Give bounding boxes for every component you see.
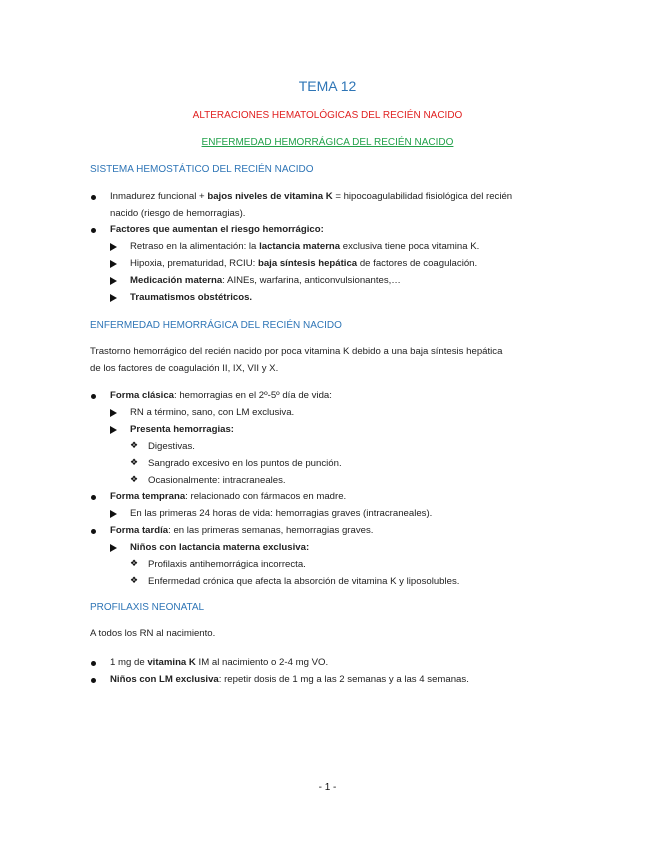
diamond-bullet-icon: ❖	[130, 575, 139, 585]
diamond-bullet-icon: ❖	[130, 558, 139, 568]
bullet-dot-icon	[91, 195, 96, 200]
text-bold: Forma temprana	[110, 491, 186, 502]
section-heading-hemostatic: SISTEMA HEMOSTÁTICO DEL RECIÉN NACIDO	[90, 164, 314, 175]
text-bold: Forma clásica	[110, 390, 174, 401]
topic-subtitle: ENFERMEDAD HEMORRÁGICA DEL RECIÉN NACIDO	[201, 137, 454, 148]
arrow-bullet-icon	[110, 260, 117, 268]
text-bold: Forma tardía	[110, 525, 169, 536]
text-bold: bajos niveles de vitamina K	[207, 191, 333, 202]
arrow-bullet-icon	[110, 243, 117, 251]
bullet-dot-icon	[91, 529, 96, 534]
sub-list-item: Presenta hemorragias:	[130, 424, 234, 435]
text: : en las primeras semanas, hemorragias graves.	[168, 525, 374, 536]
bullet-dot-icon	[91, 495, 96, 500]
sub-list-item: Traumatismos obstétricos.	[130, 292, 253, 303]
text-bold: Niños con LM exclusiva	[110, 674, 219, 685]
chapter-subtitle: ALTERACIONES HEMATOLÓGICAS DEL RECIÉN NACIDO	[192, 110, 463, 121]
diamond-bullet-icon: ❖	[130, 440, 139, 450]
list-item	[110, 657, 328, 668]
sub-sub-list-item: Enfermedad crónica que afecta la absorción de vitamina K y liposolubles.	[148, 576, 460, 587]
text: : hemorragias en el 2º-5º día de vida:	[174, 390, 332, 401]
text: : relacionado con fármacos en madre.	[185, 491, 347, 502]
section-heading-prophylaxis: PROFILAXIS NEONATAL	[90, 602, 205, 613]
list-item-continuation: nacido (riesgo de hemorragias).	[110, 208, 246, 219]
text-bold: vitamina K	[147, 657, 196, 668]
paragraph-line: A todos los RN al nacimiento.	[90, 628, 216, 639]
arrow-bullet-icon	[110, 277, 117, 285]
paragraph-line: de los factores de coagulación II, IX, VII y X.	[90, 363, 279, 374]
page-number: - 1 -	[318, 782, 337, 793]
arrow-bullet-icon	[110, 510, 117, 518]
arrow-bullet-icon	[110, 409, 117, 417]
sub-list-item: En las primeras 24 horas de vida: hemorragias graves (intracraneales).	[130, 508, 433, 519]
sub-list-item: RN a término, sano, con LM exclusiva.	[130, 407, 295, 418]
list-item	[110, 191, 512, 202]
paragraph-line: Trastorno hemorrágico del recién nacido por poca vitamina K debido a una baja síntesis hepática	[90, 346, 503, 357]
page-title: TEMA 12	[298, 78, 357, 94]
text: : AINEs, warfarina, anticonvulsionantes,…	[222, 275, 401, 286]
diamond-bullet-icon: ❖	[130, 457, 139, 467]
sub-list-item	[130, 258, 477, 269]
list-item	[110, 390, 332, 401]
sub-sub-list-item: Ocasionalmente: intracraneales.	[148, 475, 286, 486]
diamond-bullet-icon: ❖	[130, 474, 139, 484]
list-item	[110, 674, 469, 685]
sub-sub-list-item: Sangrado excesivo en los puntos de punción.	[148, 458, 342, 469]
text-bold: lactancia materna	[259, 241, 341, 252]
list-item	[110, 525, 373, 536]
sub-sub-list-item: Digestivas.	[148, 441, 195, 452]
text: Retraso en la alimentación: la	[130, 241, 260, 252]
arrow-bullet-icon	[110, 294, 117, 302]
text: Inmadurez funcional +	[110, 191, 208, 202]
bullet-dot-icon	[91, 228, 96, 233]
text: : repetir dosis de 1 mg a las 2 semanas y a las 4 semanas.	[218, 674, 469, 685]
sub-sub-list-item: Profilaxis antihemorrágica incorrecta.	[148, 559, 306, 570]
sub-list-item	[130, 241, 479, 252]
text: = hipocoagulabilidad fisiológica del recién	[332, 191, 513, 202]
list-item	[110, 491, 346, 502]
text: IM al nacimiento o 2-4 mg VO.	[195, 657, 329, 668]
bullet-dot-icon	[91, 678, 96, 683]
text: Hipoxia, prematuridad, RCIU:	[130, 258, 258, 269]
text-bold: Medicación materna	[130, 275, 223, 286]
sub-list-item: Niños con lactancia materna exclusiva:	[130, 542, 310, 553]
list-item: Factores que aumentan el riesgo hemorrágico:	[110, 224, 324, 235]
text: exclusiva tiene poca vitamina K.	[340, 241, 480, 252]
arrow-bullet-icon	[110, 426, 117, 434]
bullet-dot-icon	[91, 394, 96, 399]
text-bold: baja síntesis hepática	[257, 258, 358, 269]
arrow-bullet-icon	[110, 544, 117, 552]
sub-list-item	[130, 275, 401, 286]
section-heading-hemorrhagic: ENFERMEDAD HEMORRÁGICA DEL RECIÉN NACIDO	[90, 320, 342, 331]
text: de factores de coagulación.	[357, 258, 478, 269]
bullet-dot-icon	[91, 661, 96, 666]
text: 1 mg de	[110, 657, 148, 668]
